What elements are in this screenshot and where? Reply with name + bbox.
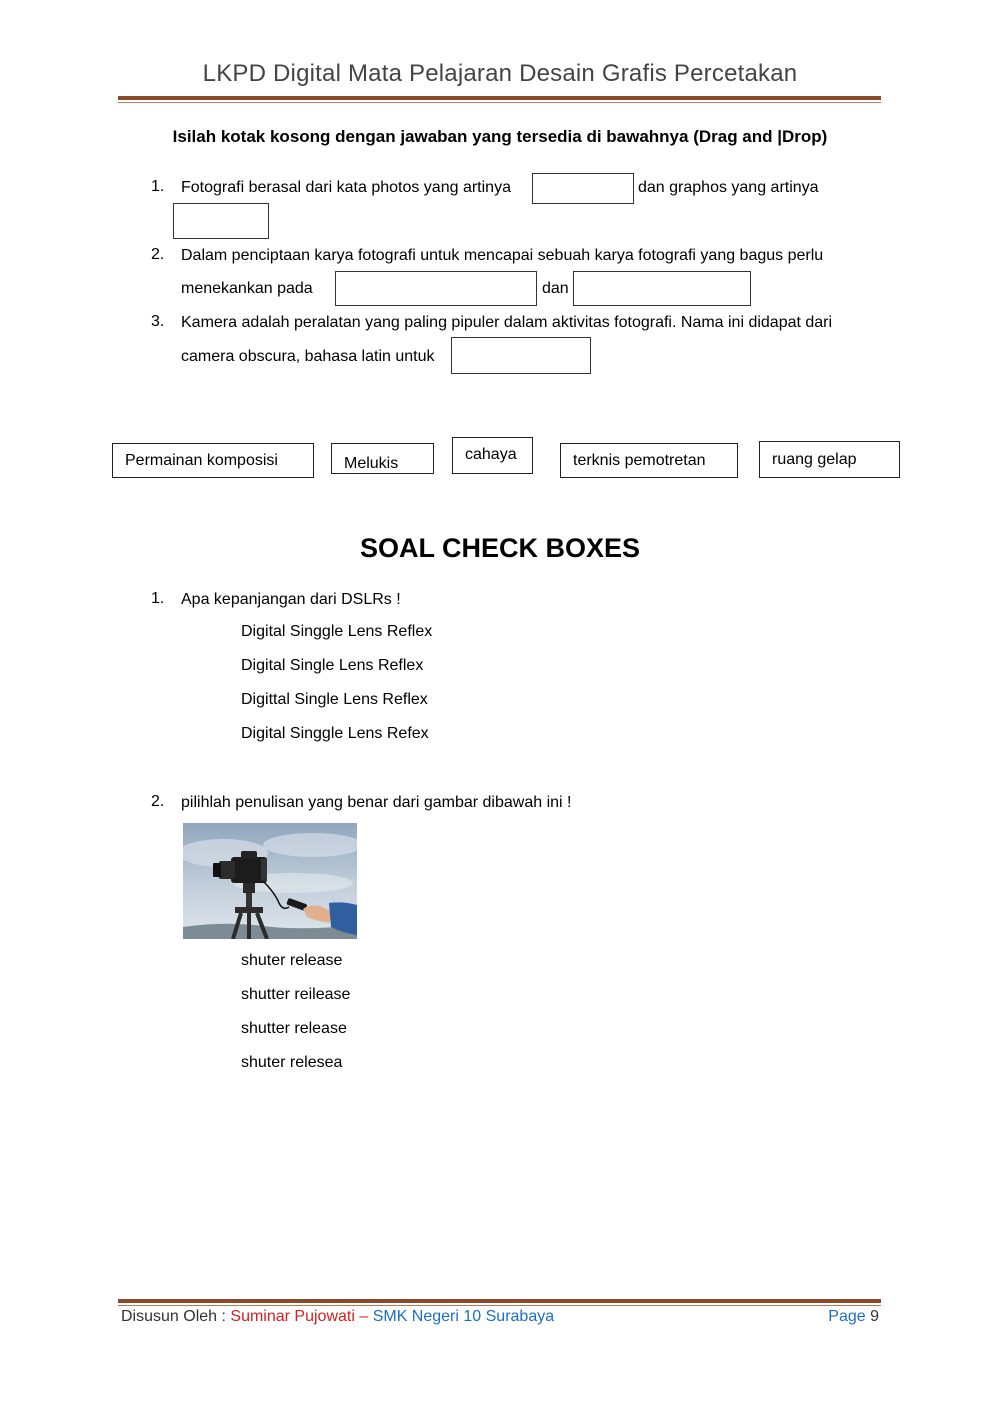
- check-option-2c[interactable]: shutter release: [241, 1020, 347, 1037]
- header-rule-thin: [118, 102, 881, 103]
- answer-chip-cahaya[interactable]: cahaya: [452, 437, 533, 474]
- header-rule: [118, 96, 881, 100]
- drop-box-2a[interactable]: [335, 271, 537, 306]
- footer-school: SMK Negeri 10 Surabaya: [372, 1308, 555, 1325]
- question-2-text-a: Dalam penciptaan karya fotografi untuk mencapai sebuah karya fotografi yang bagus perlu: [181, 247, 824, 264]
- question-2-number: 2.: [151, 246, 165, 263]
- footer-author: Suminar Pujowati –: [230, 1308, 373, 1325]
- check-option-2b[interactable]: shutter reilease: [241, 986, 351, 1003]
- answer-chip-melukis[interactable]: Melukis: [331, 443, 434, 474]
- footer-page: [828, 1308, 879, 1326]
- footer-page-label: Page: [828, 1308, 866, 1325]
- footer-page-number: 9: [870, 1308, 879, 1325]
- check-option-1a[interactable]: Digital Singgle Lens Reflex: [241, 623, 433, 640]
- footer-prefix: Disusun Oleh :: [121, 1308, 231, 1325]
- question-1-text-b: dan graphos yang artinya: [638, 179, 819, 196]
- question-1-number: 1.: [151, 178, 165, 195]
- check-option-2d[interactable]: shuter relesea: [241, 1054, 343, 1071]
- check-question-2-number: 2.: [151, 793, 165, 810]
- question-1-text-a: Fotografi berasal dari kata photos yang artinya: [181, 179, 511, 196]
- footer-rule-thin: [118, 1305, 881, 1306]
- drop-box-3[interactable]: [451, 337, 591, 374]
- camera-tripod-illustration: [183, 823, 357, 939]
- question-2-text-b: menekankan pada: [181, 280, 313, 297]
- check-question-2-text: pilihlah penulisan yang benar dari gambar dibawah ini !: [181, 794, 572, 811]
- instruction-text: Isilah kotak kosong dengan jawaban yang tersedia di bawahnya (Drag and |Drop): [172, 127, 828, 146]
- page-header-title: LKPD Digital Mata Pelajaran Desain Grafis Percetakan: [202, 60, 798, 87]
- section-title: SOAL CHECK BOXES: [359, 533, 641, 563]
- answer-chip-permainan-komposisi[interactable]: Permainan komposisi: [112, 443, 314, 478]
- question-3-text-b: camera obscura, bahasa latin untuk: [181, 348, 435, 365]
- question-3-text-a: Kamera adalah peralatan yang paling pipuler dalam aktivitas fotografi. Nama ini didapat dari: [181, 314, 833, 331]
- answer-chip-terknis-pemotretan[interactable]: terknis pemotretan: [560, 443, 738, 478]
- check-option-1c[interactable]: Digittal Single Lens Reflex: [241, 691, 428, 708]
- check-option-1b[interactable]: Digital Single Lens Reflex: [241, 657, 424, 674]
- drop-box-2b[interactable]: [573, 271, 751, 306]
- footer-credit: [121, 1308, 554, 1326]
- question-3-number: 3.: [151, 313, 165, 330]
- check-option-1d[interactable]: Digital Singgle Lens Refex: [241, 725, 429, 742]
- check-question-1-number: 1.: [151, 590, 165, 607]
- check-question-1-text: Apa kepanjangan dari DSLRs !: [181, 591, 401, 608]
- answer-chip-ruang-gelap[interactable]: ruang gelap: [759, 441, 900, 478]
- drop-box-1a[interactable]: [532, 173, 634, 204]
- camera-tripod-photo: [183, 823, 357, 939]
- question-2-text-c: dan: [542, 280, 569, 297]
- footer-rule: [118, 1299, 881, 1303]
- drop-box-1b[interactable]: [173, 203, 269, 239]
- check-option-2a[interactable]: shuter release: [241, 952, 343, 969]
